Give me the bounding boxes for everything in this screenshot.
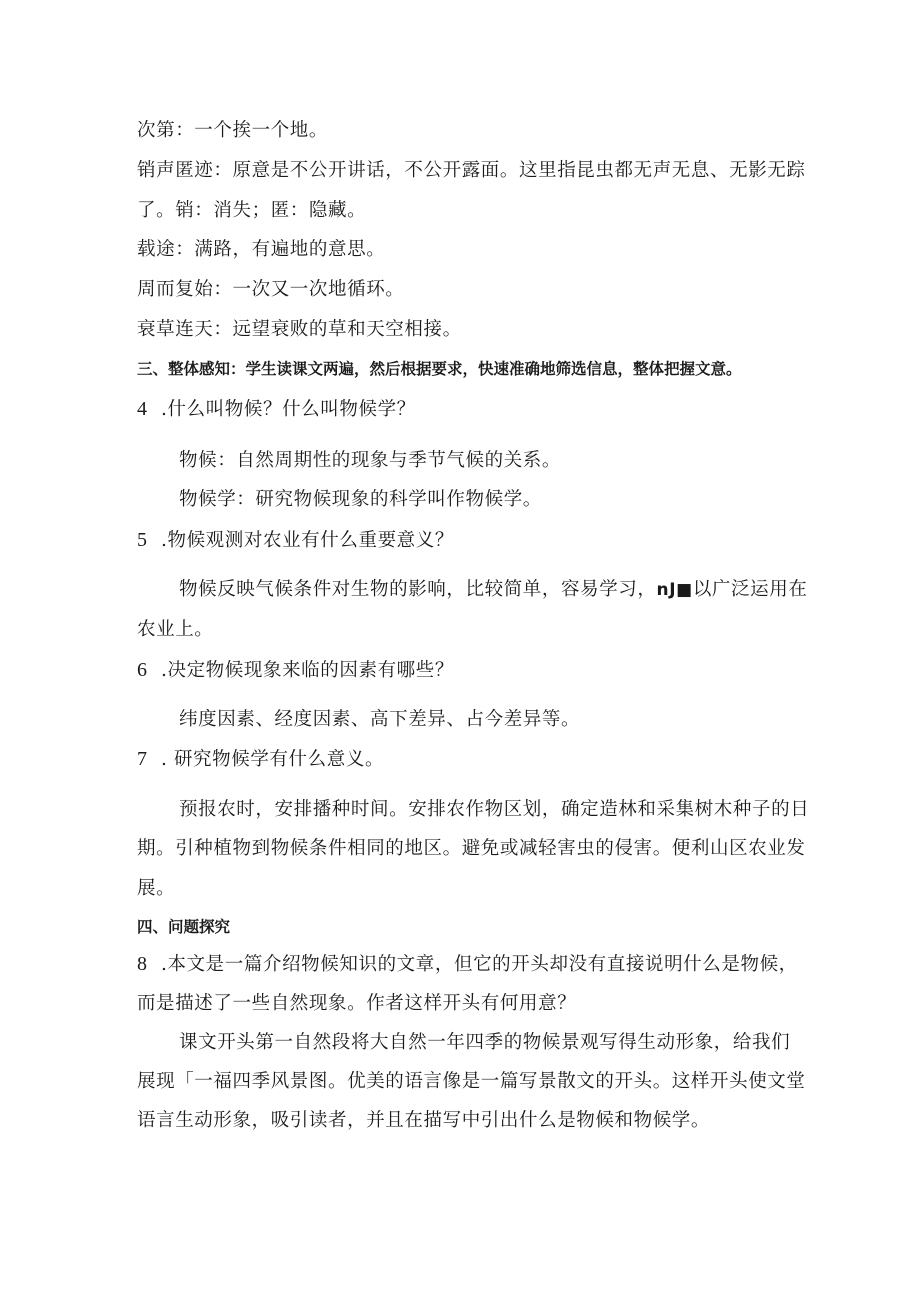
answer-5-part-c: 以广泛运用在: [692, 579, 808, 600]
answer-5-garbled: nJ■: [656, 580, 693, 600]
section-4-heading: 四、问题探究: [137, 918, 231, 936]
question-8-line2: 而是描述了一些自然现象。作者这样开头有何用意？: [137, 993, 577, 1014]
answer-4a: 物候：自然周期性的现象与季节气候的关系。: [179, 450, 562, 471]
question-text: .什么叫物候？什么叫物候学？: [161, 399, 416, 420]
question-number: 7: [137, 748, 148, 770]
question-5: [137, 527, 454, 554]
glossary-zhouerfushi: 周而复始：一次又一次地循环。: [137, 279, 405, 300]
answer-5-line1: [179, 577, 807, 603]
answer-7-line1: 预报农时，安排播种时间。安排农作物区划，确定造林和采集树木种子的日: [179, 799, 810, 820]
question-6: [137, 657, 454, 684]
question-number: 4: [137, 398, 148, 420]
answer-4b: 物候学：研究物候现象的科学叫作物候学。: [179, 489, 542, 510]
glossary-cidi: 次第：一个挨一个地。: [137, 120, 329, 141]
glossary-shuaicaoliantian: 衰草连天：远望衰败的草和天空相接。: [137, 319, 462, 340]
glossary-xiaoshengniji: 销声匿迹：原意是不公开讲话，不公开露面。这里指昆虫都无声无息、无影无踪: [137, 160, 806, 181]
question-text: .物候观测对农业有什么重要意义？: [161, 530, 454, 551]
question-8-line1: [137, 951, 798, 978]
answer-5-part-a: 物候反映气候条件对生物的影响，比较简单，容易学习，: [179, 579, 657, 600]
answer-5-line2: 农业上。: [137, 619, 214, 640]
answer-6: 纬度因素、经度因素、高下差异、占今差异等。: [179, 709, 581, 730]
question-7: [137, 746, 384, 773]
answer-8-line3: 语言生动形象，吸引读者，并且在描写中引出什么是物候和物候学。: [137, 1110, 711, 1131]
answer-8-line1: 课文开头第一自然段将大自然一年四季的物候景观写得生动形象，给我们: [179, 1032, 791, 1053]
section-3-heading: 三、整体感知：学生读课文两遍，然后根据要求，快速准确地筛选信息，整体把握文意。: [137, 360, 742, 378]
question-text: . 研究物候学有什么意义。: [161, 749, 385, 770]
question-number: 8: [137, 953, 148, 975]
glossary-xiaoshengniji-cont: 了。销：消失；匿：隐藏。: [137, 200, 367, 221]
question-text: .决定物候现象来临的因素有哪些？: [161, 660, 454, 681]
question-4: [137, 396, 416, 423]
glossary-zaitu: 载途：满路，有遍地的意思。: [137, 239, 386, 260]
question-text: .本文是一篇介绍物候知识的文章，但它的开头却没有直接说明什么是物候，: [161, 954, 798, 975]
question-number: 6: [137, 659, 148, 681]
question-number: 5: [137, 529, 148, 551]
answer-7-line3: 展。: [137, 878, 176, 899]
answer-7-line2: 期。引种植物到物候条件相同的地区。避免或减轻害虫的侵害。便利山区农业发: [137, 838, 806, 859]
answer-8-line2: 展现「一福四季风景图。优美的语言像是一篇写景散文的开头。这样开头使文堂: [137, 1071, 806, 1092]
